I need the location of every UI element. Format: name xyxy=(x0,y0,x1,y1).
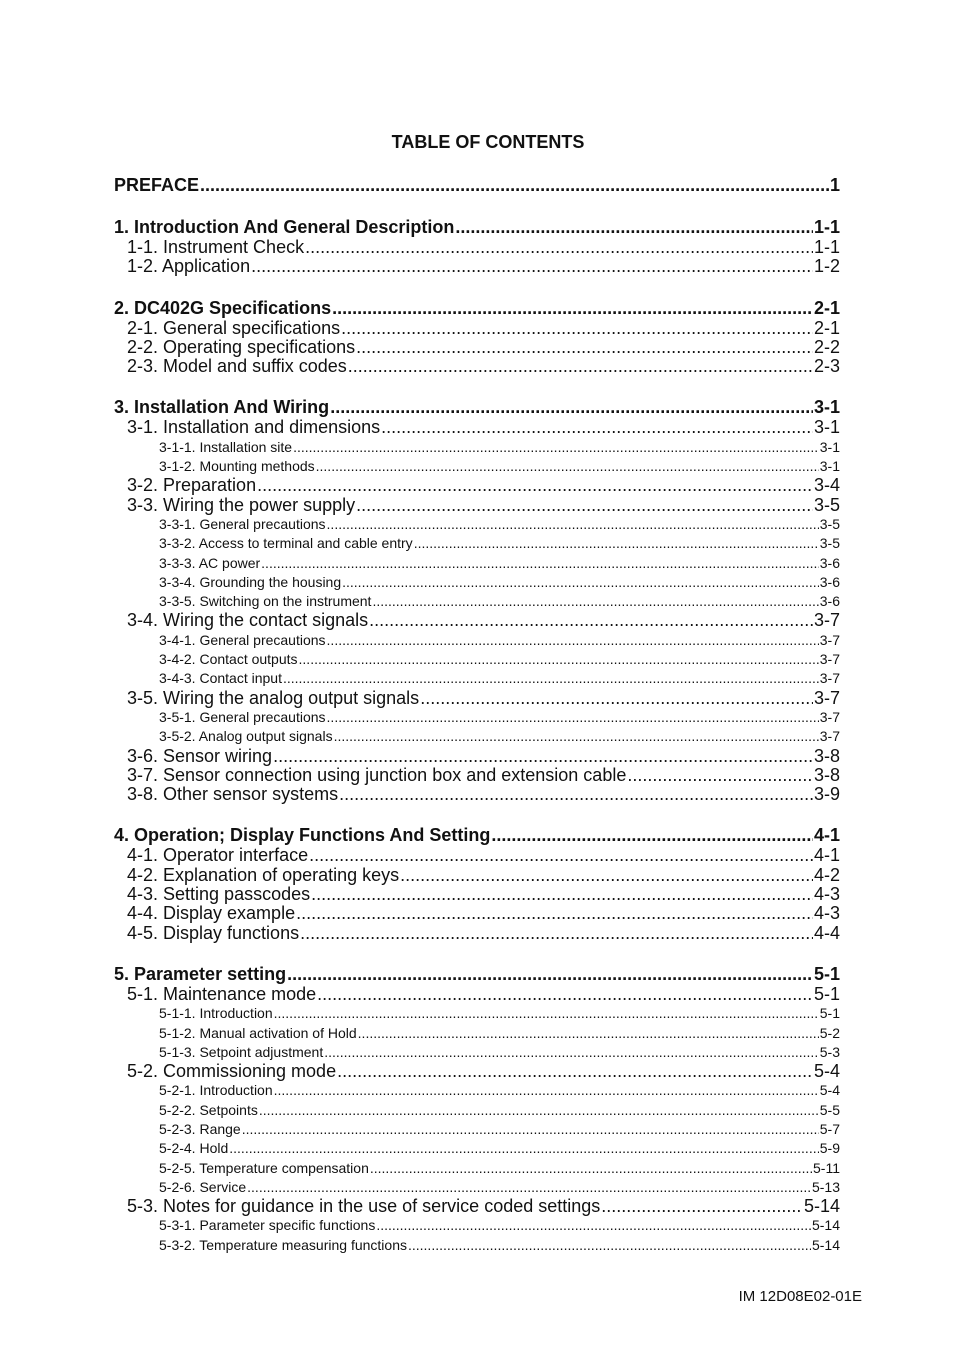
toc-subsection[interactable] xyxy=(114,1081,840,1100)
section-spacer xyxy=(114,196,840,216)
toc-entry-page: 5-1 xyxy=(819,1005,840,1022)
toc-chapter[interactable] xyxy=(114,216,840,238)
toc-entry-page: 3-5 xyxy=(819,535,840,552)
toc-entry-page: 3-5 xyxy=(819,515,840,532)
toc-entry-label: 3-7. Sensor connection using junction box and extension cable xyxy=(127,765,627,785)
toc-subsection[interactable] xyxy=(114,708,840,727)
toc-entry-page: 5-14 xyxy=(811,1217,840,1234)
dot-leader xyxy=(381,418,813,437)
toc-entry-page: 3-7 xyxy=(819,708,840,725)
toc-subsection[interactable] xyxy=(114,1139,840,1158)
dot-leader xyxy=(358,1024,819,1043)
dot-leader xyxy=(627,766,813,785)
toc-entry-page: 5-13 xyxy=(811,1178,840,1195)
toc-entry-label: 4-5. Display functions xyxy=(127,923,300,943)
dot-leader xyxy=(414,534,819,553)
toc-entry-label: 5-2-1. Introduction xyxy=(159,1082,273,1099)
page-title: TABLE OF CONTENTS xyxy=(391,132,585,152)
dot-leader xyxy=(341,319,813,338)
dot-leader xyxy=(261,554,819,573)
toc-entry-page: 3-8 xyxy=(813,765,840,785)
toc-entry-label: 5-2-6. Service xyxy=(159,1178,247,1195)
toc-entry-label: 5-2-5. Temperature compensation xyxy=(159,1159,369,1176)
dot-leader xyxy=(337,1062,813,1081)
toc-entry-page: 3-7 xyxy=(819,670,840,687)
dot-leader xyxy=(356,496,813,515)
toc-entry-label: 5-2-2. Setpoints xyxy=(159,1101,258,1118)
dot-leader xyxy=(257,476,813,495)
dot-leader xyxy=(491,824,813,846)
toc-subsection[interactable] xyxy=(114,573,840,592)
dot-leader xyxy=(247,1178,811,1197)
toc-entry-label: 1. Introduction And General Description xyxy=(114,217,455,237)
toc-entry-label: 3-3. Wiring the power supply xyxy=(127,495,356,515)
dot-leader xyxy=(348,357,813,376)
toc-entry-page: 5-14 xyxy=(811,1236,840,1253)
toc-chapter[interactable] xyxy=(114,824,840,846)
table-of-contents xyxy=(114,174,840,1255)
toc-entry-page: 4-3 xyxy=(813,885,840,905)
toc-entry-page: 5-4 xyxy=(813,1062,840,1082)
toc-section[interactable] xyxy=(114,319,840,338)
dot-leader xyxy=(372,592,818,611)
toc-entry-page: 5-4 xyxy=(819,1082,840,1099)
toc-section[interactable] xyxy=(114,338,840,357)
toc-entry-label: 3-4. Wiring the contact signals xyxy=(127,611,369,631)
toc-entry-label: 5-1-1. Introduction xyxy=(159,1005,273,1022)
toc-entry-page: 1 xyxy=(829,175,840,195)
toc-entry-page: 3-6 xyxy=(819,573,840,590)
toc-subsection[interactable] xyxy=(114,727,840,746)
toc-entry-label: 4-1. Operator interface xyxy=(127,846,309,866)
toc-entry-page: 2-1 xyxy=(813,297,840,318)
dot-leader xyxy=(339,785,813,804)
toc-entry-page: 3-4 xyxy=(813,476,840,496)
toc-entry-label: 3-1-1. Installation site xyxy=(159,438,293,455)
toc-subsection[interactable] xyxy=(114,534,840,553)
toc-entry-label: 5-3. Notes for guidance in the use of service coded settings xyxy=(127,1197,601,1217)
dot-leader xyxy=(408,1236,811,1255)
toc-entry-page: 3-7 xyxy=(813,611,840,631)
toc-entry-page: 5-5 xyxy=(819,1101,840,1118)
toc-section[interactable] xyxy=(114,476,840,495)
toc-entry-page: 5-2 xyxy=(819,1024,840,1041)
toc-subsection[interactable] xyxy=(114,1101,840,1120)
section-spacer xyxy=(114,277,840,297)
toc-entry-label: 4-4. Display example xyxy=(127,904,296,924)
toc-chapter[interactable] xyxy=(114,396,840,418)
toc-subsection[interactable] xyxy=(114,1043,840,1062)
toc-subsection[interactable] xyxy=(114,1236,840,1255)
dot-leader xyxy=(334,727,819,746)
toc-section[interactable] xyxy=(114,689,840,708)
toc-entry-label: 4-3. Setting passcodes xyxy=(127,885,311,905)
dot-leader xyxy=(400,866,813,885)
toc-entry-label: 3-4-1. General precautions xyxy=(159,631,326,648)
toc-entry-label: 5-2. Commissioning mode xyxy=(127,1062,337,1082)
dot-leader xyxy=(327,708,819,727)
toc-entry-page: 4-1 xyxy=(813,846,840,866)
dot-leader xyxy=(356,338,813,357)
dot-leader xyxy=(242,1120,819,1139)
toc-entry-page: 3-8 xyxy=(813,746,840,766)
dot-leader xyxy=(200,174,829,196)
dot-leader xyxy=(370,1159,812,1178)
section-spacer xyxy=(114,376,840,396)
toc-entry-label: 5-1. Maintenance mode xyxy=(127,984,317,1004)
toc-entry-label: 5-1-3. Setpoint adjustment xyxy=(159,1043,324,1060)
toc-entry-page: 4-3 xyxy=(813,904,840,924)
toc-entry-page: 1-2 xyxy=(813,257,840,277)
toc-section[interactable] xyxy=(114,418,840,437)
toc-subsection[interactable] xyxy=(114,554,840,573)
toc-subsection[interactable] xyxy=(114,592,840,611)
toc-subsection[interactable] xyxy=(114,515,840,534)
toc-entry-label: 3-3-2. Access to terminal and cable entry xyxy=(159,535,413,552)
toc-entry-label: 2. DC402G Specifications xyxy=(114,297,332,318)
toc-subsection[interactable] xyxy=(114,1004,840,1023)
toc-entry-label: 3-8. Other sensor systems xyxy=(127,785,339,805)
toc-entry-label: 3-3-1. General precautions xyxy=(159,515,326,532)
toc-subsection[interactable] xyxy=(114,650,840,669)
toc-entry-label: 3-3-3. AC power xyxy=(159,554,261,571)
toc-chapter[interactable] xyxy=(114,963,840,985)
dot-leader xyxy=(327,631,819,650)
dot-leader xyxy=(274,1081,819,1100)
toc-entry-page: 3-7 xyxy=(819,651,840,668)
toc-section[interactable] xyxy=(114,766,840,785)
dot-leader xyxy=(369,611,813,630)
dot-leader xyxy=(316,457,819,476)
dot-leader xyxy=(300,924,813,943)
toc-entry-label: 3-4-3. Contact input xyxy=(159,670,282,687)
toc-entry-page: 3-7 xyxy=(819,728,840,745)
toc-chapter[interactable] xyxy=(114,174,840,196)
dot-leader xyxy=(420,689,813,708)
toc-entry-label: 2-2. Operating specifications xyxy=(127,337,356,357)
dot-leader xyxy=(317,985,813,1004)
dot-leader xyxy=(376,1216,811,1235)
toc-entry-label: 5. Parameter setting xyxy=(114,963,287,984)
dot-leader xyxy=(342,573,819,592)
dot-leader xyxy=(327,515,819,534)
dot-leader xyxy=(601,1197,803,1216)
toc-entry-page: 5-3 xyxy=(819,1043,840,1060)
toc-entry-label: 5-1-2. Manual activation of Hold xyxy=(159,1024,357,1041)
toc-entry-label: 5-3-1. Parameter specific functions xyxy=(159,1217,376,1234)
dot-leader xyxy=(330,396,813,418)
dot-leader xyxy=(283,669,819,688)
toc-entry-label: 4-2. Explanation of operating keys xyxy=(127,865,400,885)
section-spacer xyxy=(114,943,840,963)
dot-leader xyxy=(287,963,813,985)
dot-leader xyxy=(299,650,819,669)
toc-entry-page: 2-2 xyxy=(813,337,840,357)
toc-entry-page: 3-6 xyxy=(819,554,840,571)
toc-entry-label: 3-2. Preparation xyxy=(127,476,257,496)
toc-entry-label: 3. Installation And Wiring xyxy=(114,397,330,418)
dot-leader xyxy=(309,846,813,865)
toc-entry-page: 4-1 xyxy=(813,825,840,846)
toc-entry-page: 1-1 xyxy=(813,238,840,257)
toc-entry-page: 3-1 xyxy=(813,418,840,438)
dot-leader xyxy=(293,438,819,457)
dot-leader xyxy=(332,297,813,319)
toc-section[interactable] xyxy=(114,885,840,904)
toc-subsection[interactable] xyxy=(114,438,840,457)
toc-section[interactable] xyxy=(114,904,840,923)
toc-section[interactable] xyxy=(114,238,840,257)
dot-leader xyxy=(251,257,813,276)
toc-entry-label: 3-4-2. Contact outputs xyxy=(159,651,298,668)
toc-entry-page: 2-1 xyxy=(813,318,840,338)
toc-section[interactable] xyxy=(114,866,840,885)
toc-section[interactable] xyxy=(114,611,840,630)
dot-leader xyxy=(324,1043,819,1062)
toc-entry-page: 3-7 xyxy=(813,688,840,708)
toc-entry-page: 3-1 xyxy=(819,458,840,475)
toc-subsection[interactable] xyxy=(114,1178,840,1197)
toc-entry-page: 2-3 xyxy=(813,357,840,377)
toc-section[interactable] xyxy=(114,747,840,766)
toc-subsection[interactable] xyxy=(114,1120,840,1139)
toc-entry-label: 3-3-4. Grounding the housing xyxy=(159,573,342,590)
toc-chapter[interactable] xyxy=(114,297,840,319)
toc-subsection[interactable] xyxy=(114,1216,840,1235)
toc-entry-label: 2-3. Model and suffix codes xyxy=(127,357,347,377)
toc-entry-page: 5-14 xyxy=(803,1197,840,1217)
toc-entry-label: 3-1. Installation and dimensions xyxy=(127,418,381,438)
toc-subsection[interactable] xyxy=(114,631,840,650)
toc-entry-label: 3-5-1. General precautions xyxy=(159,708,326,725)
toc-entry-label: 5-2-3. Range xyxy=(159,1120,241,1137)
toc-entry-page: 3-1 xyxy=(813,397,840,418)
toc-section[interactable] xyxy=(114,1062,840,1081)
toc-subsection[interactable] xyxy=(114,669,840,688)
dot-leader xyxy=(296,904,813,923)
toc-entry-page: 5-1 xyxy=(813,984,840,1004)
toc-section[interactable] xyxy=(114,846,840,865)
dot-leader xyxy=(274,1004,819,1023)
toc-entry-label: 3-5-2. Analog output signals xyxy=(159,728,333,745)
toc-entry-label: 5-2-4. Hold xyxy=(159,1140,229,1157)
toc-entry-page: 5-7 xyxy=(819,1120,840,1137)
toc-entry-label: 3-5. Wiring the analog output signals xyxy=(127,688,420,708)
dot-leader xyxy=(305,238,813,257)
toc-section[interactable] xyxy=(114,785,840,804)
toc-section[interactable] xyxy=(114,357,840,376)
toc-subsection[interactable] xyxy=(114,1024,840,1043)
toc-entry-page: 3-7 xyxy=(819,631,840,648)
document-id: IM 12D08E02-01E xyxy=(738,1288,862,1305)
toc-subsection[interactable] xyxy=(114,1159,840,1178)
toc-entry-label: PREFACE xyxy=(114,175,200,195)
dot-leader xyxy=(455,216,813,238)
toc-entry-page: 1-1 xyxy=(813,217,840,237)
toc-entry-page: 5-1 xyxy=(813,963,840,984)
toc-subsection[interactable] xyxy=(114,457,840,476)
toc-entry-label: 1-1. Instrument Check xyxy=(127,238,305,257)
toc-section[interactable] xyxy=(114,985,840,1004)
toc-entry-page: 5-11 xyxy=(813,1159,840,1176)
dot-leader xyxy=(259,1101,819,1120)
toc-entry-label: 3-1-2. Mounting methods xyxy=(159,458,315,475)
toc-entry-label: 3-3-5. Switching on the instrument xyxy=(159,593,372,610)
toc-entry-page: 5-9 xyxy=(819,1140,840,1157)
toc-entry-label: 4. Operation; Display Functions And Setting xyxy=(114,825,491,846)
toc-entry-label: 1-2. Application xyxy=(127,257,251,277)
dot-leader xyxy=(229,1139,819,1158)
toc-entry-page: 4-2 xyxy=(813,865,840,885)
toc-entry-label: 5-3-2. Temperature measuring functions xyxy=(159,1236,407,1253)
toc-entry-page: 4-4 xyxy=(813,923,840,943)
dot-leader xyxy=(311,885,813,904)
section-spacer xyxy=(114,804,840,824)
toc-section[interactable] xyxy=(114,1197,840,1216)
toc-section[interactable] xyxy=(114,496,840,515)
toc-section[interactable] xyxy=(114,924,840,943)
toc-entry-page: 3-5 xyxy=(813,495,840,515)
toc-entry-page: 3-1 xyxy=(819,438,840,455)
toc-entry-page: 3-9 xyxy=(813,785,840,805)
toc-entry-page: 3-6 xyxy=(819,593,840,610)
toc-entry-label: 2-1. General specifications xyxy=(127,318,341,338)
dot-leader xyxy=(273,747,813,766)
toc-entry-label: 3-6. Sensor wiring xyxy=(127,746,273,766)
toc-section[interactable] xyxy=(114,257,840,276)
